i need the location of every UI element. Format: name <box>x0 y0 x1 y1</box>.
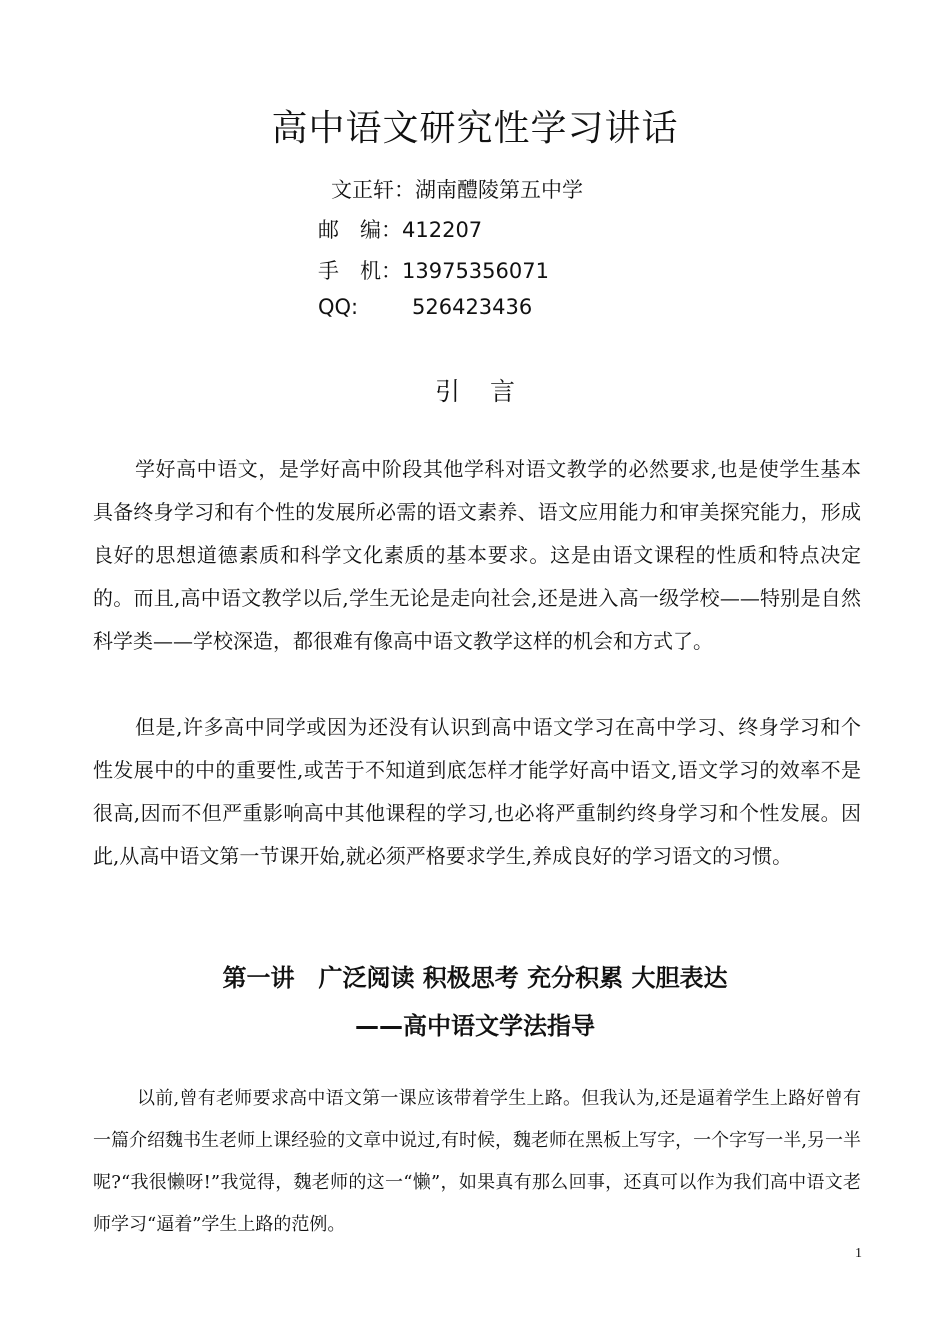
lecture-heading: 第一讲 广泛阅读 积极思考 充分积累 大胆表达 <box>222 964 728 992</box>
postcode-row <box>318 214 482 244</box>
intro-paragraph-1: 学好高中语文，是学好高中阶段其他学科对语文教学的必然要求,也是使学生基本具备终身学习和有个性的发展所必需的语文素养、语文应用能力和审美探究能力，形成良好的思想道德素质和科学文化素质的基本要求。这是由语文课程的性质和特点决定的。而且,高中语文教学以后,学生无论是走向社会,还是进入高一级学校——特别是自然科学类——学校深造，都很难有像高中语文教学这样的机会和方式了。 <box>93 457 861 653</box>
qq-row <box>318 295 532 319</box>
intro-paragraph-2: 但是,许多高中同学或因为还没有认识到高中语文学习在高中学习、终身学习和个性发展中的中的重要性,或苦于不知道到底怎样才能学好高中语文,语文学习的效率不是很高,因而不但严重影响高中其他课程的学习,也必将严重制约终身学习和个性发展。因此,从高中语文第一节课开始,就必须严格要求学生,养成良好的学习语文的习惯。 <box>93 715 861 868</box>
phone-label: 手 机： <box>318 259 402 283</box>
phone-row <box>318 255 549 285</box>
document-title: 高中语文研究性学习讲话 <box>271 108 679 149</box>
phone-value: 13975356071 <box>402 259 549 283</box>
page-number: 1 <box>855 1246 862 1261</box>
author-line: 文正轩：湖南醴陵第五中学 <box>331 178 583 202</box>
lecture-subheading: ——高中语文学法指导 <box>355 1012 595 1040</box>
postcode-label: 邮 编： <box>318 218 402 242</box>
lecture-paragraph: 以前,曾有老师要求高中语文第一课应该带着学生上路。但我认为,还是逼着学生上路好曾有一篇介绍魏书生老师上课经验的文章中说过,有时候，魏老师在黑板上写字，一个字写一半,另一半呢?“我很懒呀!”我觉得，魏老师的这一“懒”，如果真有那么回事，还真可以作为我们高中语文老师学习“逼着”学生上路的范例。 <box>93 1088 861 1235</box>
qq-label: QQ: <box>318 295 359 319</box>
postcode-value: 412207 <box>402 218 483 242</box>
qq-value: 526423436 <box>412 295 533 319</box>
intro-heading: 引言 <box>434 377 545 406</box>
